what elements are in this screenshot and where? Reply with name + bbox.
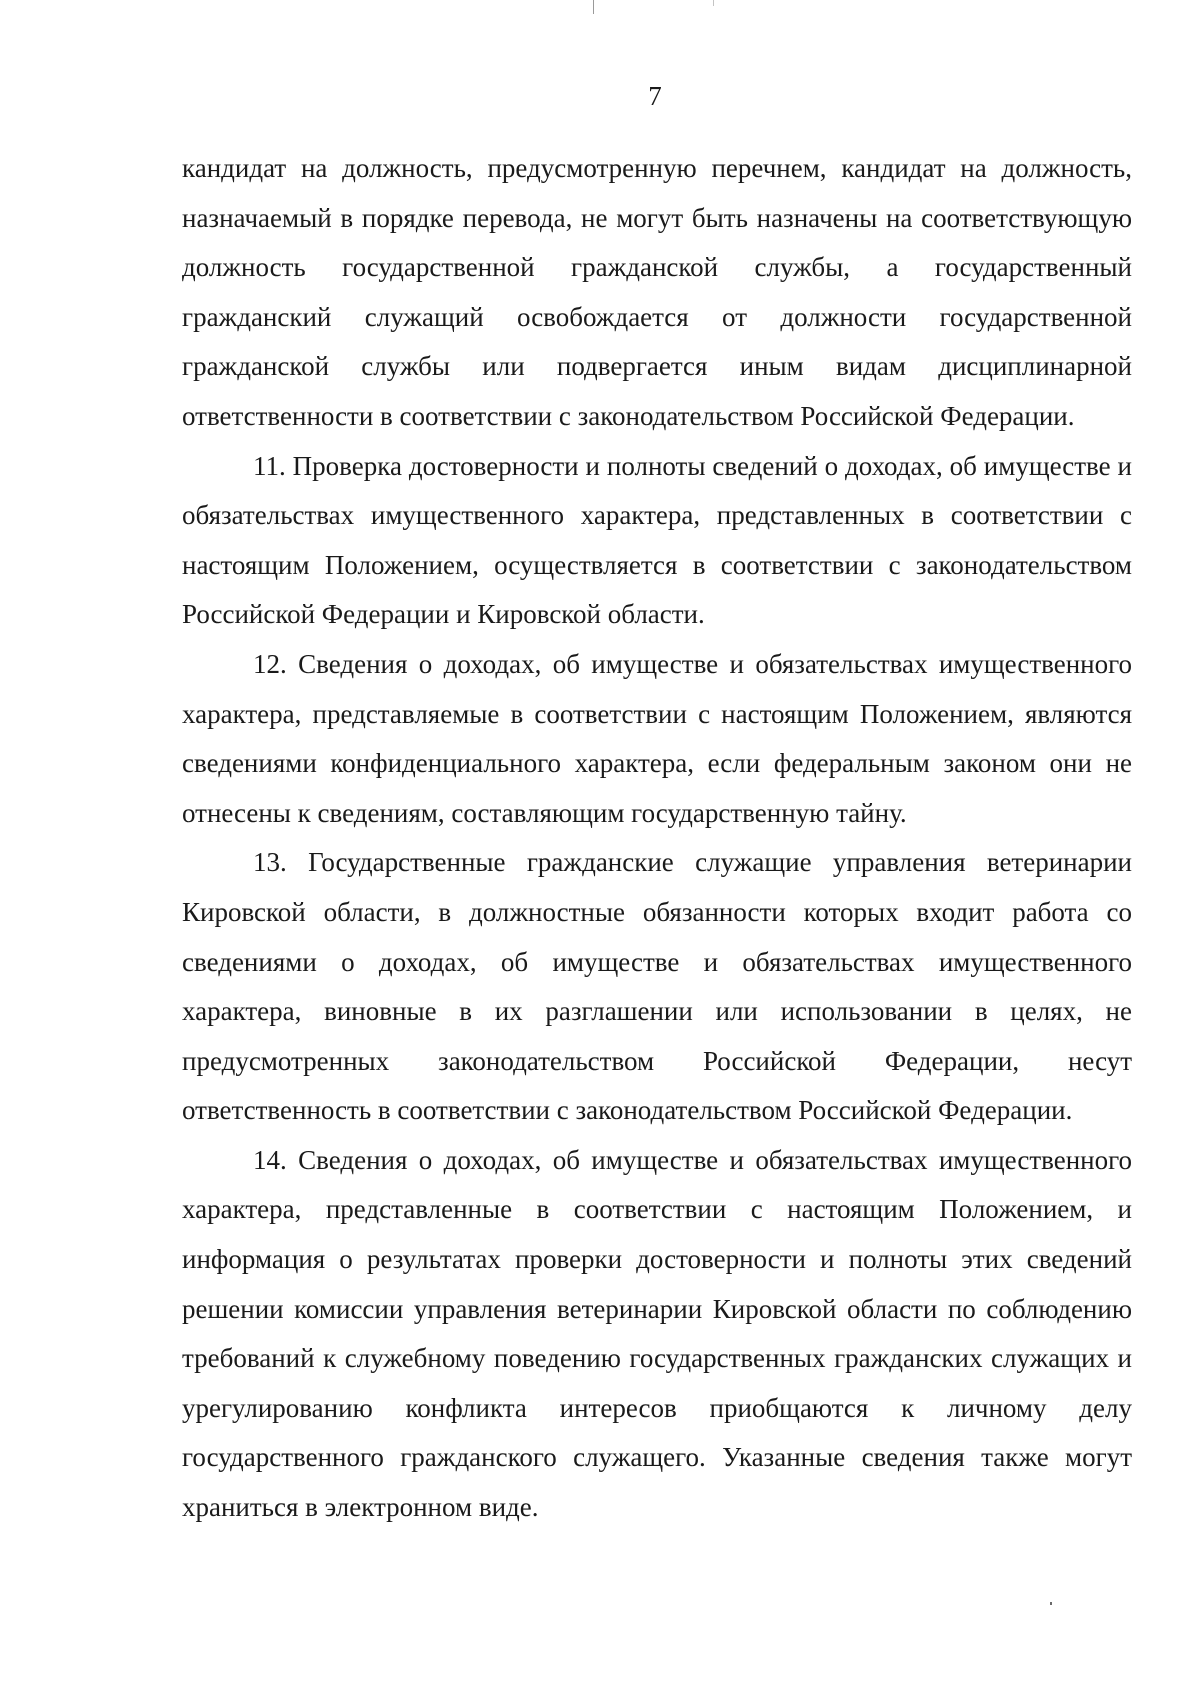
paragraph-13: 13. Государственные гражданские служащие управления ветеринарии Кировской области, в должностные обязанности которых входит работа со сведениями о доходах, об имуществе и обязательствах имущественного характера, виновные в их разглашении или использовании в целях, не предусмотренных законодательством Российской Федерации, несут ответственность в соответствии с законодательством Российской Федерации.	[182, 847, 1132, 1126]
paragraph-continuation: кандидат на должность, предусмотренную перечнем, кандидат на должность, назначаемый в порядке перевода, не могут быть назначены на соответствующую должность государственной гражданской службы, а государственный гражданский служащий освобождается от должности государственной гражданской службы или подвергается иным видам дисциплинарной ответственности в соответствии с законодательством Российской Федерации.	[182, 153, 1132, 431]
paragraph-14: 14. Сведения о доходах, об имуществе и обязательствах имущественного характера, представленные в соответствии с настоящим Положением, и информация о результатах проверки достоверности и полноты этих сведений решении комиссии управления ветеринарии Кировской области по соблюдению требований к служебному поведению государственных гражданских служащих и урегулированию конфликта интересов приобщаются к личному делу государственного гражданского служащего. Указанные сведения также могут храниться в электронном виде.	[182, 1144, 1132, 1523]
document-body	[182, 144, 1132, 1533]
paragraph-11: 11. Проверка достоверности и полноты сведений о доходах, об имуществе и обязательствах имущественного характера, представленных в соответствии с настоящим Положением, осуществляется в соответствии с законодательством Российской Федерации и Кировской области.	[182, 450, 1132, 630]
page-number: 7	[648, 81, 662, 111]
scan-artifact-top-left	[593, 0, 594, 14]
scan-artifact-top-right	[713, 0, 714, 6]
paragraph-12: 12. Сведения о доходах, об имуществе и обязательствах имущественного характера, представляемые в соответствии с настоящим Положением, являются сведениями конфиденциального характера, если федеральным законом они не отнесены к сведениям, составляющим государственную тайну.	[182, 648, 1132, 828]
scan-artifact-bottom	[1050, 1602, 1052, 1605]
